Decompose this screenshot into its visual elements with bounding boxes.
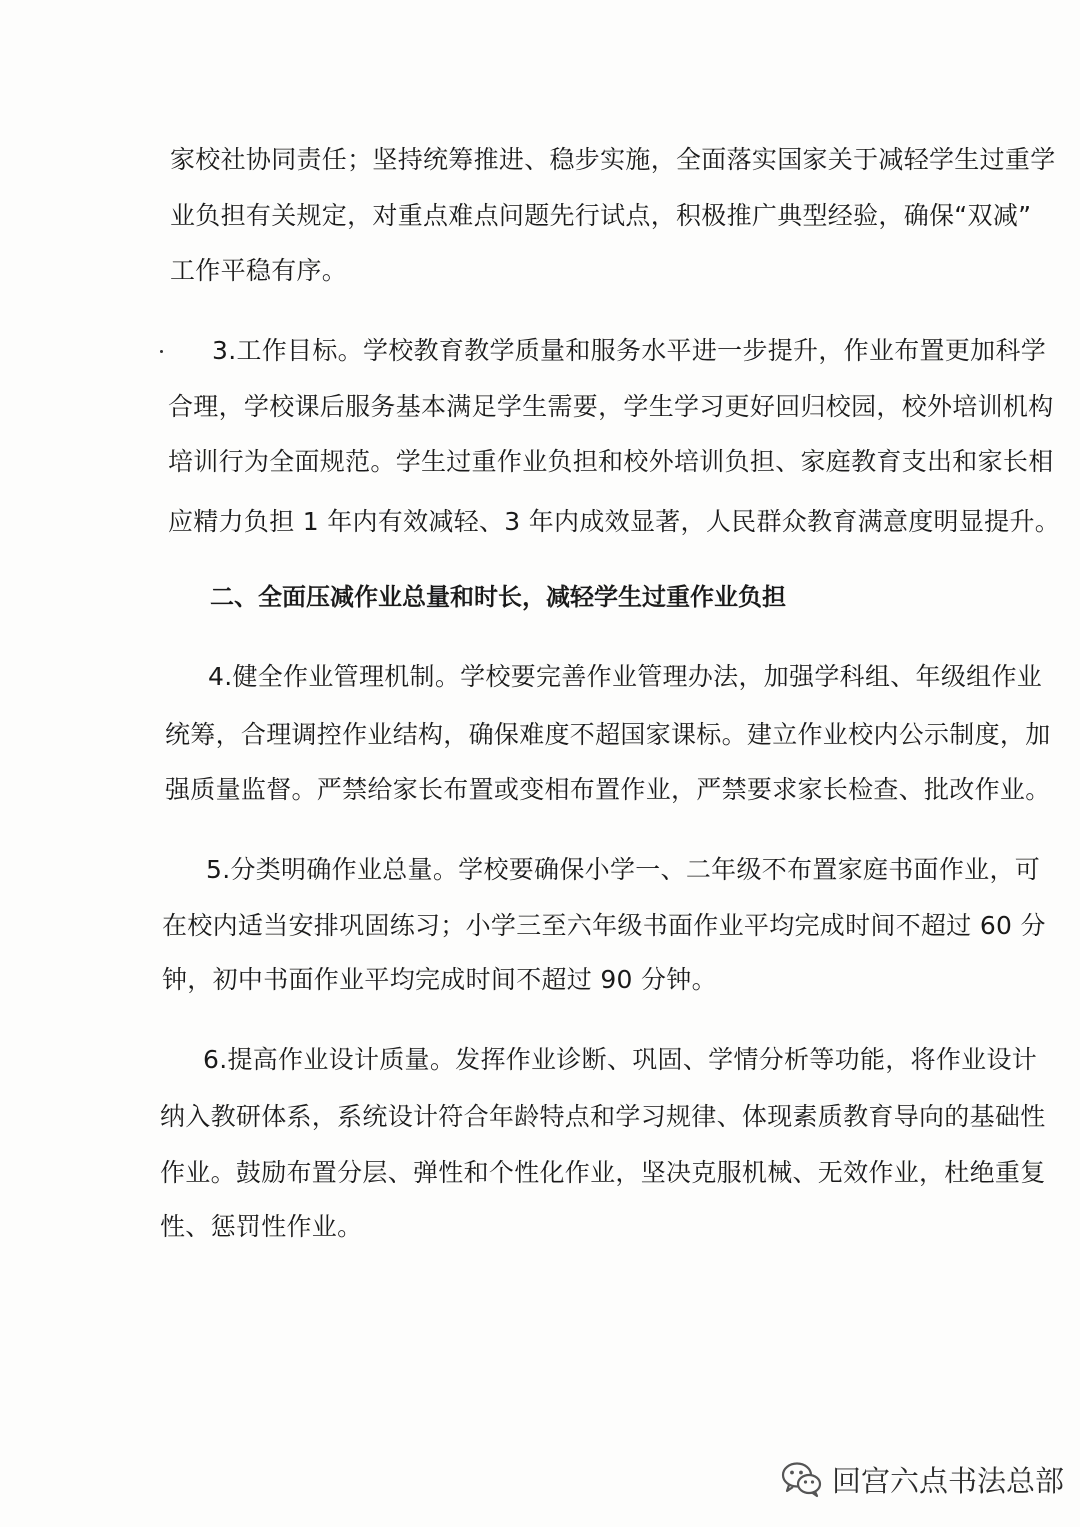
paragraph-line: 在校内适当安排巩固练习；小学三至六年级书面作业平均完成时间不超过 60 分 [162,911,1046,940]
paragraph-line: 6.提高作业设计质量。发挥作业诊断、巩固、学情分析等功能，将作业设计 [203,1045,1038,1074]
paragraph-line: 5.分类明确作业总量。学校要确保小学一、二年级不布置家庭书面作业，可 [206,855,1041,884]
paragraph-line: 应精力负担 1 年内有效减轻、3 年内成效显著，人民群众教育满意度明显提升。 [168,507,1061,536]
paragraph-line: 3.工作目标。学校教育教学质量和服务水平进一步提升，作业布置更加科学 [212,336,1047,365]
paragraph-line: 作业。鼓励布置分层、弹性和个性化作业，坚决克服机械、无效作业，杜绝重复 [160,1158,1046,1187]
paragraph-line: 钟，初中书面作业平均完成时间不超过 90 分钟。 [162,965,717,994]
paragraph-line: 4.健全作业管理机制。学校要完善作业管理办法，加强学科组、年级组作业 [208,662,1043,691]
paragraph-line: 强质量监督。严禁给家长布置或变相布置作业，严禁要求家长检查、批改作业。 [165,775,1051,804]
paragraph-line: 业负担有关规定，对重点难点问题先行试点，积极推广典型经验，确保“双减” [170,201,1032,230]
paragraph-line: 工作平稳有序。 [170,256,348,285]
paragraph-line: 培训行为全面规范。学生过重作业负担和校外培训负担、家庭教育支出和家长相 [168,447,1054,476]
paragraph-line: 合理，学校课后服务基本满足学生需要，学生学习更好回归校园，校外培训机构 [168,392,1054,421]
watermark-text: 回宫六点书法总部 [832,1463,1065,1498]
paragraph-line: 家校社协同责任；坚持统筹推进、稳步实施，全面落实国家关于减轻学生过重学 [170,145,1056,174]
paragraph-line: 性、惩罚性作业。 [160,1212,363,1241]
wechat-icon [780,1460,824,1498]
section-heading: 二、全面压减作业总量和时长，减轻学生过重作业负担 [210,583,786,611]
paragraph-line: 统筹，合理调控作业结构，确保难度不超国家课标。建立作业校内公示制度，加 [165,720,1051,749]
watermark [780,1457,1064,1501]
paragraph-line: 纳入教研体系，系统设计符合年龄特点和学习规律、体现素质教育导向的基础性 [160,1102,1046,1131]
scan-dot [160,350,163,353]
